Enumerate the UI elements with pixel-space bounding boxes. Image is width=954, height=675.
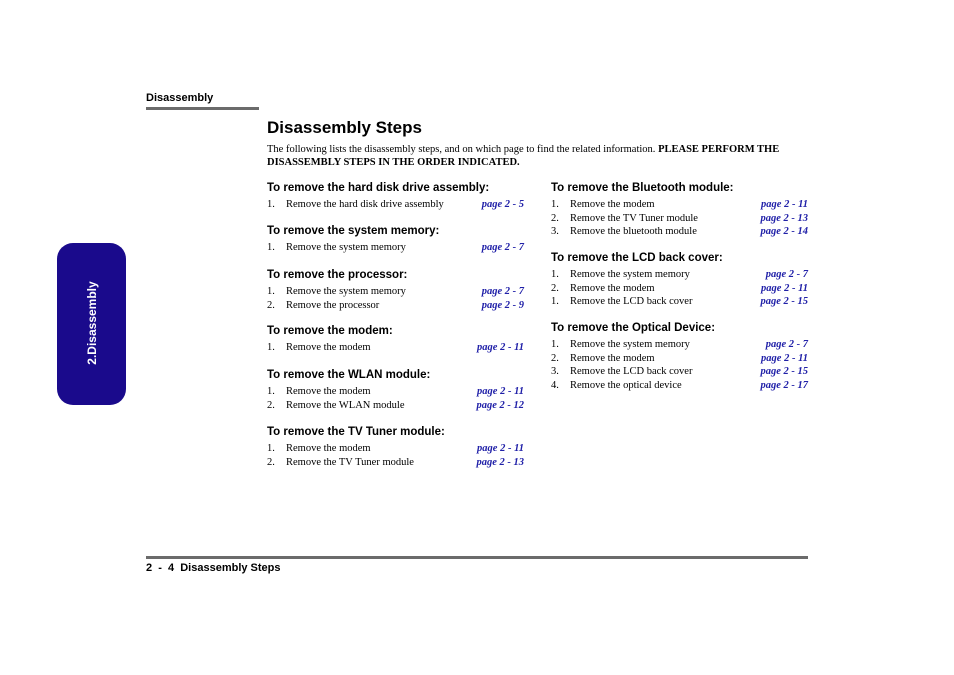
footer-rule — [146, 556, 808, 559]
step-text: Remove the modem — [570, 282, 655, 294]
step-number: 2. — [551, 282, 559, 294]
page-ref-link[interactable]: page 2 - 7 — [481, 242, 524, 253]
step-row — [551, 282, 808, 296]
section-title: To remove the LCD back cover: — [551, 252, 723, 264]
step-number: 1. — [267, 242, 275, 253]
page-ref-link[interactable]: page 2 - 11 — [477, 443, 524, 454]
intro-paragraph — [267, 143, 812, 169]
step-number: 4. — [551, 379, 559, 391]
step-row — [267, 399, 524, 413]
step-text: Remove the bluetooth module — [570, 226, 697, 237]
step-text: Remove the optical device — [570, 379, 682, 391]
step-text: Remove the modem — [286, 386, 371, 397]
step-text: Remove the TV Tuner module — [286, 456, 414, 468]
page-ref-link[interactable]: page 2 - 9 — [481, 299, 524, 311]
step-text: Remove the WLAN module — [286, 399, 405, 411]
page-ref-link[interactable]: page 2 - 13 — [760, 212, 808, 224]
page-ref-link[interactable]: page 2 - 11 — [761, 199, 808, 210]
page-title: Disassembly Steps — [267, 118, 422, 137]
header-rule — [146, 107, 259, 110]
page-ref-link[interactable]: page 2 - 12 — [476, 399, 524, 411]
step-text: Remove the system memory — [286, 286, 406, 297]
page-ref-link[interactable]: page 2 - 17 — [760, 379, 808, 391]
intro-emphasis: PLEASE PERFORM THE DISASSEMBLY STEPS IN THE ORDER INDICATED. — [267, 144, 780, 168]
step-number: 1. — [551, 269, 559, 280]
step-row — [267, 198, 524, 212]
step-number: 1. — [551, 339, 559, 350]
section-title: To remove the TV Tuner module: — [267, 426, 445, 438]
page-ref-link[interactable]: page 2 - 5 — [481, 199, 524, 210]
step-number: 1. — [551, 199, 559, 210]
step-number: 1. — [267, 386, 275, 397]
step-row — [551, 295, 808, 309]
step-number: 1. — [267, 342, 275, 353]
step-row — [551, 379, 808, 393]
section-title: To remove the Optical Device: — [551, 322, 716, 334]
step-row — [551, 225, 808, 239]
section-title: To remove the modem: — [267, 325, 393, 337]
step-number: 1. — [551, 296, 559, 307]
section-bluetooth — [551, 181, 808, 239]
step-text: Remove the modem — [286, 342, 371, 353]
section-title: To remove the system memory: — [267, 225, 440, 237]
step-text: Remove the LCD back cover — [570, 366, 693, 377]
page-ref-link[interactable]: page 2 - 15 — [760, 366, 808, 377]
section-processor — [267, 268, 524, 312]
step-row — [267, 385, 524, 399]
step-row — [267, 456, 524, 470]
section-tv-tuner — [267, 425, 524, 469]
page-ref-link[interactable]: page 2 - 7 — [765, 339, 808, 350]
step-number: 1. — [267, 443, 275, 454]
step-number: 2. — [551, 352, 559, 364]
section-title: To remove the processor: — [267, 269, 408, 281]
section-title: To remove the Bluetooth module: — [551, 182, 734, 194]
page-ref-link[interactable]: page 2 - 13 — [476, 456, 524, 468]
page-ref-link[interactable]: page 2 - 11 — [477, 386, 524, 397]
step-text: Remove the LCD back cover — [570, 296, 693, 307]
section-optical-device — [551, 321, 808, 392]
intro-text: The following lists the disassembly steps, and on which page to find the related information. — [267, 144, 659, 155]
section-title: To remove the WLAN module: — [267, 369, 431, 381]
step-text: Remove the system memory — [286, 242, 406, 253]
step-text: Remove the system memory — [570, 339, 690, 350]
step-text: Remove the modem — [570, 199, 655, 210]
step-row — [551, 365, 808, 379]
step-number: 2. — [551, 212, 559, 224]
page-ref-link[interactable]: page 2 - 11 — [761, 282, 808, 294]
step-text: Remove the hard disk drive assembly — [286, 199, 444, 210]
step-number: 2. — [267, 299, 275, 311]
step-number: 3. — [551, 226, 559, 237]
step-number: 1. — [267, 199, 275, 210]
chapter-side-tab-label: 2.Disassembly — [85, 281, 99, 365]
step-row — [551, 198, 808, 212]
page-ref-link[interactable]: page 2 - 14 — [760, 226, 808, 237]
page-ref-link[interactable]: page 2 - 7 — [765, 269, 808, 280]
section-hdd — [267, 181, 524, 212]
section-wlan — [267, 368, 524, 412]
step-row — [551, 212, 808, 226]
section-modem — [267, 324, 524, 355]
step-number: 1. — [267, 286, 275, 297]
step-row — [267, 442, 524, 456]
step-text: Remove the system memory — [570, 269, 690, 280]
running-header: Disassembly — [146, 92, 214, 104]
page-ref-link[interactable]: page 2 - 11 — [477, 342, 524, 353]
running-footer: 2 - 4 Disassembly Steps — [146, 562, 281, 574]
step-row — [551, 352, 808, 366]
step-text: Remove the modem — [286, 443, 371, 454]
page-ref-link[interactable]: page 2 - 11 — [761, 352, 808, 364]
step-text: Remove the processor — [286, 299, 380, 311]
step-row — [267, 241, 524, 255]
step-number: 3. — [551, 366, 559, 377]
step-row — [267, 341, 524, 355]
step-text: Remove the TV Tuner module — [570, 212, 698, 224]
step-row — [267, 299, 524, 313]
section-memory — [267, 224, 524, 255]
step-row — [551, 268, 808, 282]
section-title: To remove the hard disk drive assembly: — [267, 182, 490, 194]
page-ref-link[interactable]: page 2 - 15 — [760, 296, 808, 307]
section-lcd-back-cover — [551, 251, 808, 309]
page-ref-link[interactable]: page 2 - 7 — [481, 286, 524, 297]
step-text: Remove the modem — [570, 352, 655, 364]
step-number: 2. — [267, 456, 275, 468]
step-row — [551, 338, 808, 352]
step-number: 2. — [267, 399, 275, 411]
step-row — [267, 285, 524, 299]
